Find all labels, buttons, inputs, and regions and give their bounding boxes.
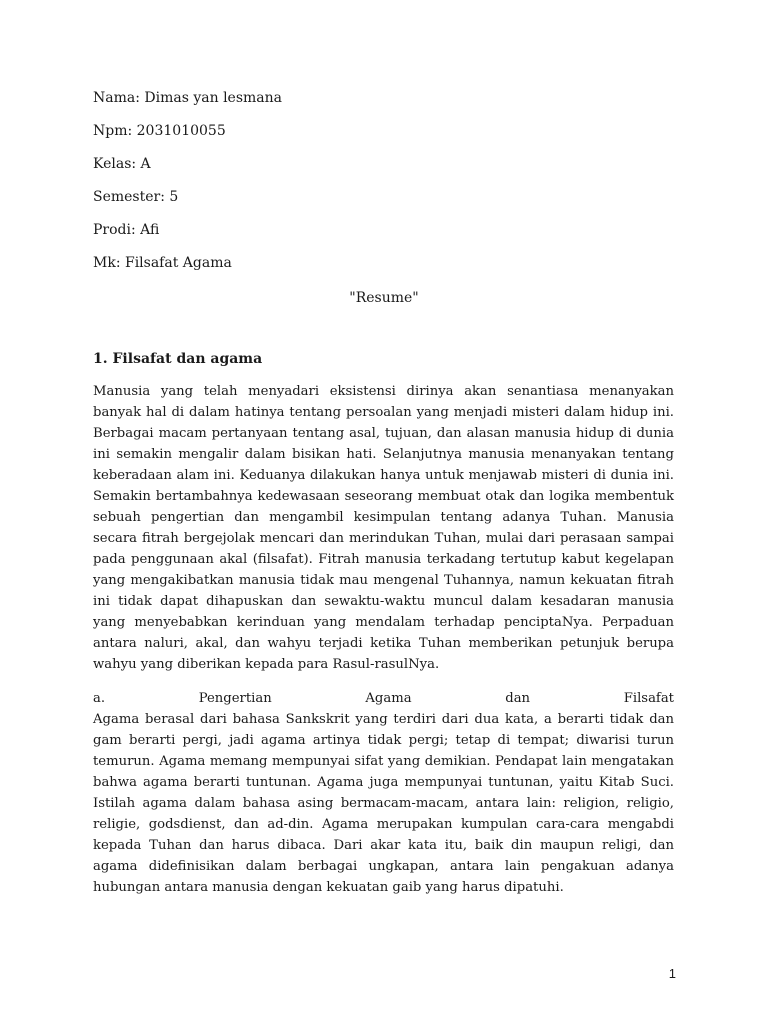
subsection-word: Pengertian [198,691,272,706]
student-prodi: Prodi: Afi [93,222,160,238]
student-semester: Semester: 5 [93,189,179,205]
student-class: Kelas: A [93,156,151,172]
subsection-marker: a. [93,691,106,706]
subsection-heading [93,688,674,709]
student-npm: Npm: 2031010055 [93,123,226,139]
section-paragraph: Manusia yang telah menyadari eksistensi dirinya akan senantiasa menanyakan banyak hal di dalam hatinya tentang persoalan yang menjadi misteri dalam hidup ini. Berbagai macam pertanyaan tentang asal, tujuan, dan alasan manusia hidup di dunia ini semakin mengalir dalam bisikan hati. Selanjutnya manusia menanyakan tentang keberadaan alam ini. Keduanya dilakukan hanya untuk menjawab misteri di dunia ini. Semakin bertambahnya kedewasaan seseorang membuat otak dan logika membentuk sebuah pengertian dan mengambil kesimpulan tentang adanya Tuhan. Manusia secara fitrah bergejolak mencari dan merindukan Tuhan, mulai dari perasaan sampai pada penggunaan akal (filsafat). Fitrah manusia terkadang tertutup kabut kegelapan yang mengakibatkan manusia tidak mau mengenal Tuhannya, namun kekuatan fitrah ini tidak dapat dihapuskan dan sewaktu-waktu muncul dalam kesadaran manusia yang menyebabkan kerinduan yang mendalam terhadap penciptaNya. Perpaduan antara naluri, akal, dan wahyu terjadi ketika Tuhan memberikan petunjuk berupa wahyu yang diberikan kepada para Rasul-rasulNya. [93,384,674,672]
subsection-word: Filsafat [623,691,674,706]
subsection-word: Agama [365,691,412,706]
subsection-paragraph: Agama berasal dari bahasa Sankskrit yang terdiri dari dua kata, a berarti tidak dan gam berarti pergi, jadi agama artinya tidak pergi; tetap di tempat; diwarisi turun temurun. Agama memang mempunyai sifat yang demikian. Pendapat lain mengatakan bahwa agama berarti tuntunan. Agama juga mempunyai tuntunan, yaitu Kitab Suci. Istilah agama dalam bahasa asing bermacam-macam, antara lain: religion, religio, religie, godsdienst, dan ad-din. Agama merupakan kumpulan cara-cara mengabdi kepada Tuhan dan harus dibaca. Dari akar kata itu, baik din maupun religi, dan agama didefinisikan dalam berbagai ungkapan, antara lain pengakuan adanya hubungan antara manusia dengan kekuatan gaib yang harus dipatuhi. [93,712,674,895]
page-number: 1 [668,966,676,981]
student-name: Nama: Dimas yan lesmana [93,90,282,106]
subsection-word: dan [505,691,531,706]
course-name: Mk: Filsafat Agama [93,255,232,271]
document-title: "Resume" [349,290,419,306]
section-heading: 1. Filsafat dan agama [93,351,263,367]
